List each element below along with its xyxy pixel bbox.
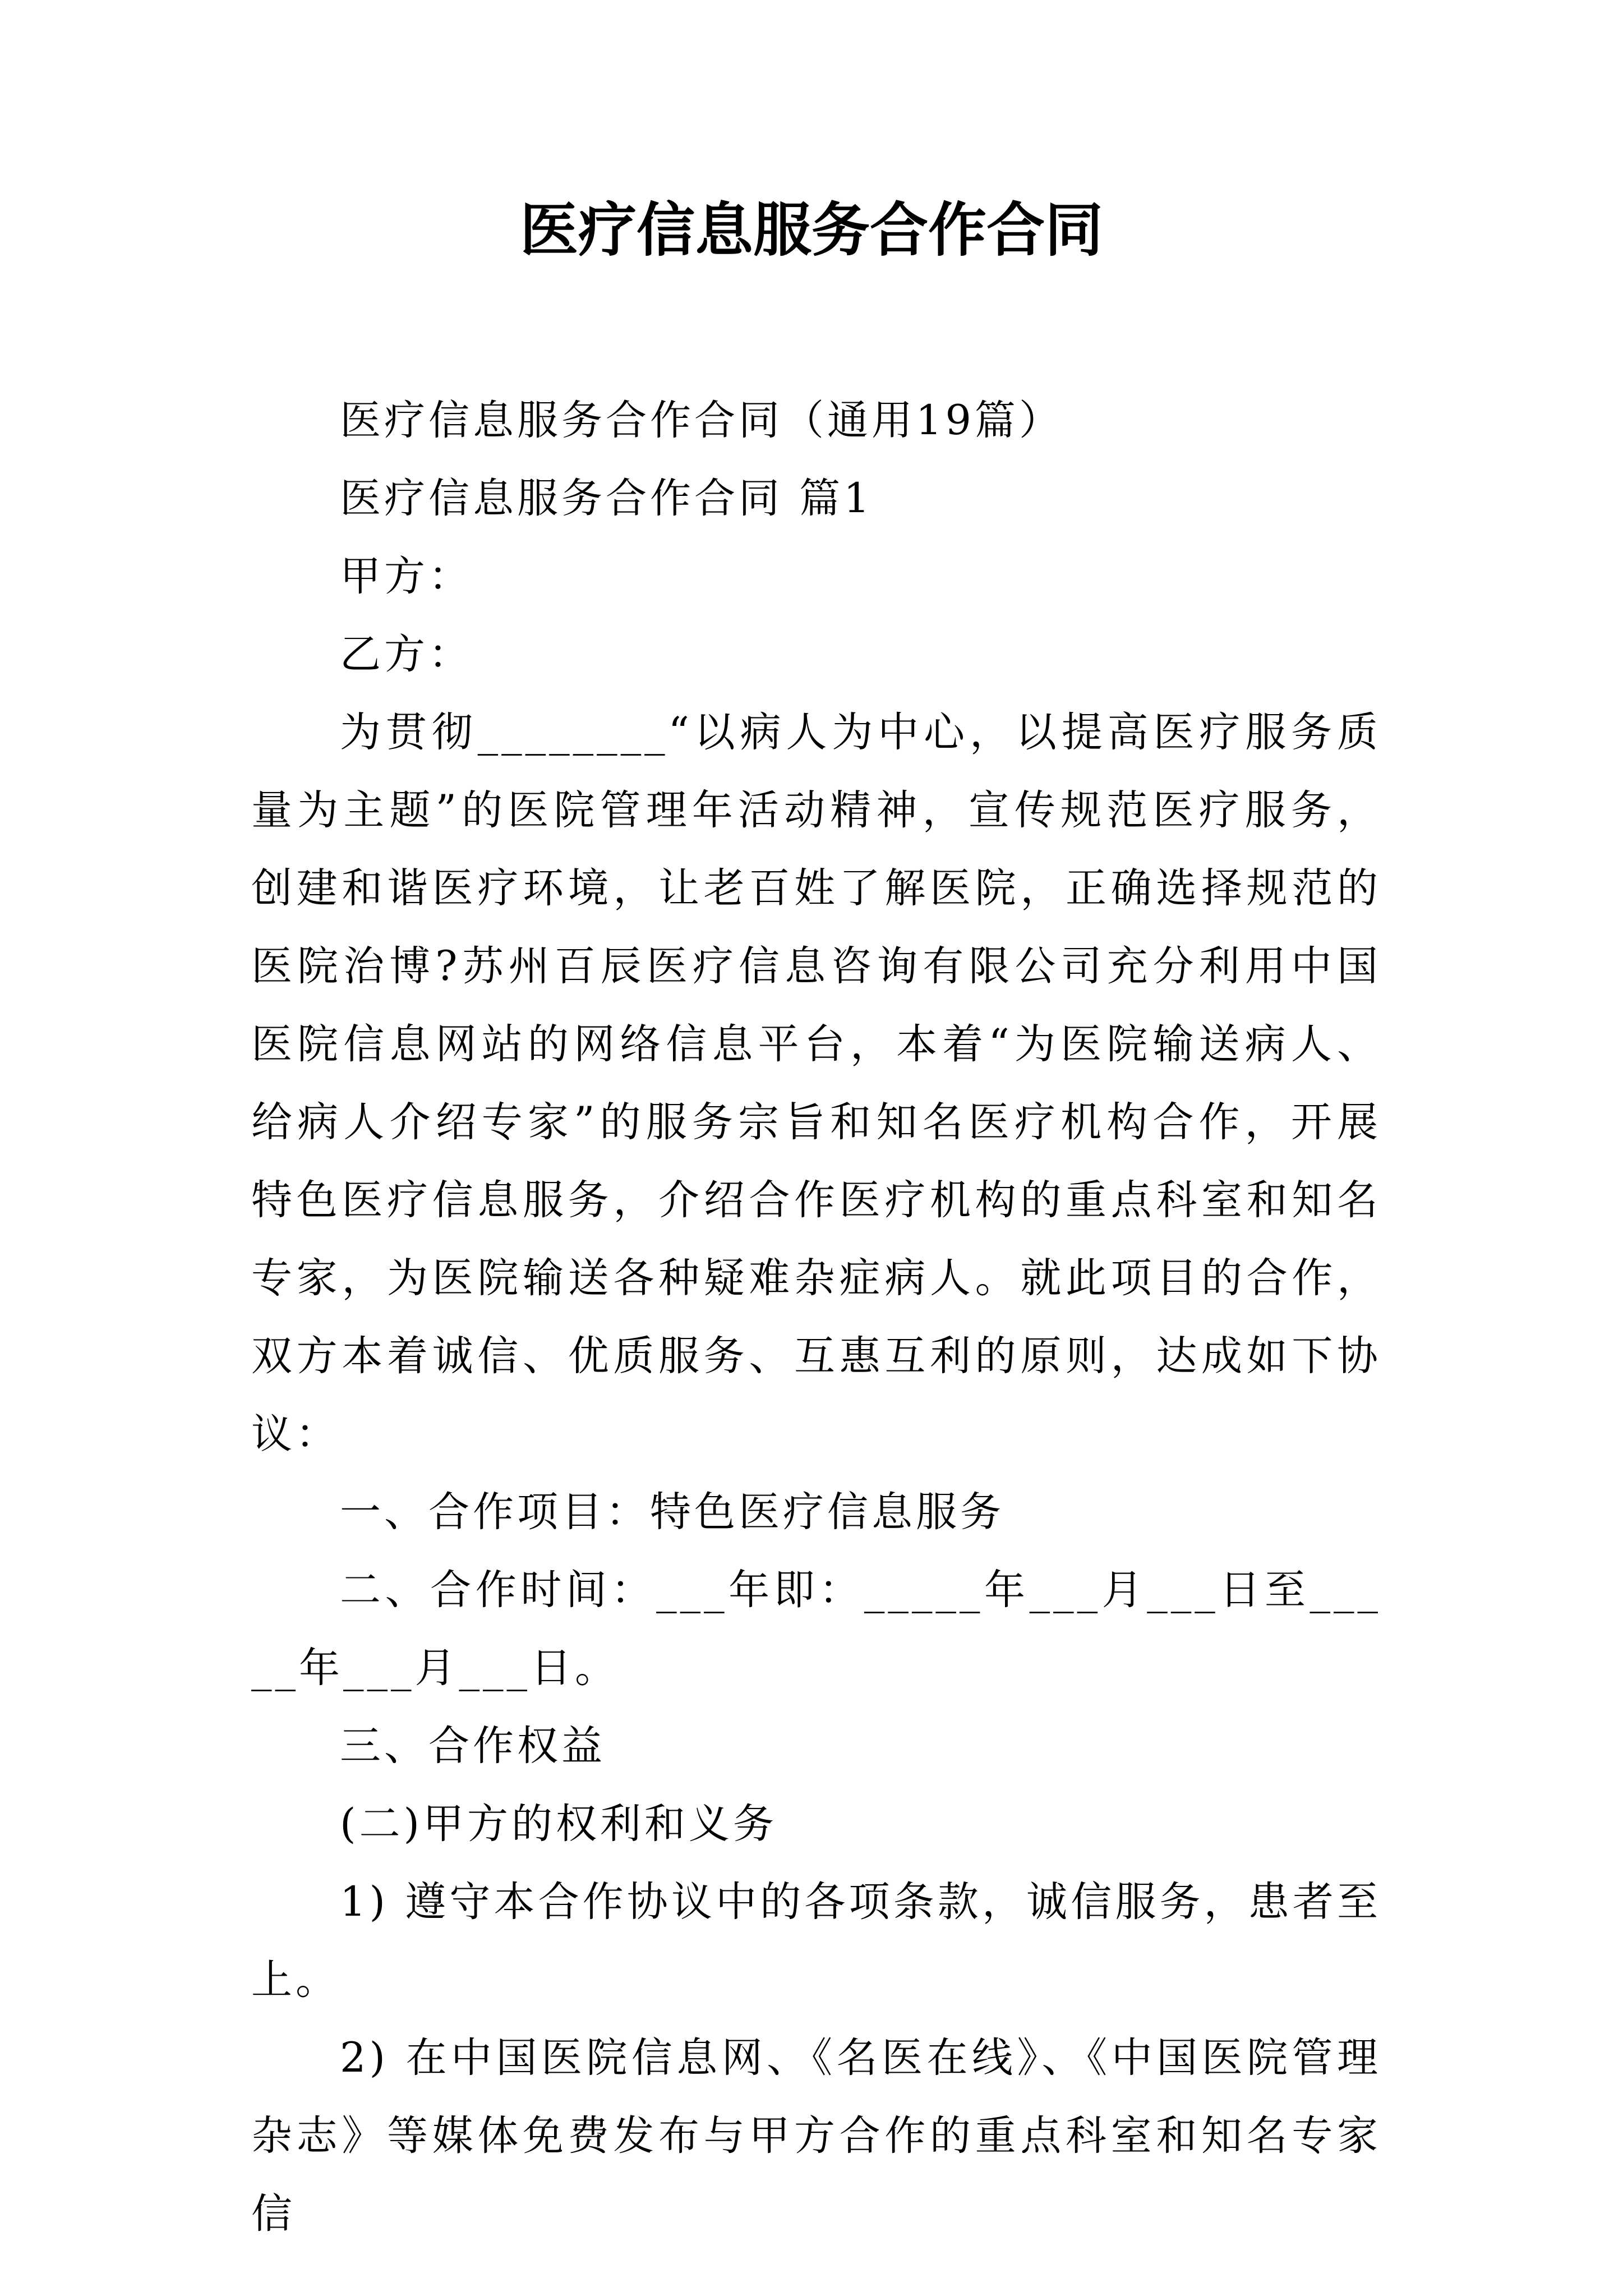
paragraph-clause-2: 二、合作时间：___年即：_____年___月___日至_____年___月___日。: [251, 1566, 1381, 1692]
paragraph-party-a: 甲方：: [340, 553, 473, 600]
paragraph-item-2: 2) 在中国医院信息网、《名医在线》、《中国医院管理杂志》等媒体免费发布与甲方合作的重点科室和知名专家信: [251, 2034, 1381, 2238]
paragraph-clause-3: 三、合作权益: [340, 1722, 606, 1770]
paragraph-preamble: 为贯彻________“以病人为中心，以提高医疗服务质量为主题”的医院管理年活动精神，宣传规范医疗服务，创建和谐医疗环境，让老百姓了解医院，正确选择规范的医院治博?苏州百辰医疗信息咨询有限公司充分利用中国医院信息网站的网络信息平台，本着“为医院输送病人、给病人介绍专家”的服务宗旨和知名医疗机构合作，开展特色医疗信息服务，介绍合作医疗机构的重点科室和知名专家，为医院输送各种疑难杂症病人。就此项目的合作，双方本着诚信、优质服务、互惠互利的原则，达成如下协议：: [251, 708, 1381, 1458]
document-title: 医疗信息服务合作合同: [519, 195, 1103, 264]
paragraph-clause-1: 一、合作项目：特色医疗信息服务: [340, 1488, 1004, 1536]
paragraph-item-1: 1) 遵守本合作协议中的各项条款，诚信服务，患者至上。: [251, 1878, 1381, 2004]
paragraph-subtitle: 医疗信息服务合作合同（通用19篇）: [340, 397, 1063, 444]
paragraph-subclause-heading: (二)甲方的权利和义务: [340, 1800, 777, 1848]
document-body: [251, 381, 1381, 2253]
paragraph-party-b: 乙方：: [340, 631, 473, 678]
paragraph-section-heading: 医疗信息服务合作合同 篇1: [340, 475, 873, 522]
